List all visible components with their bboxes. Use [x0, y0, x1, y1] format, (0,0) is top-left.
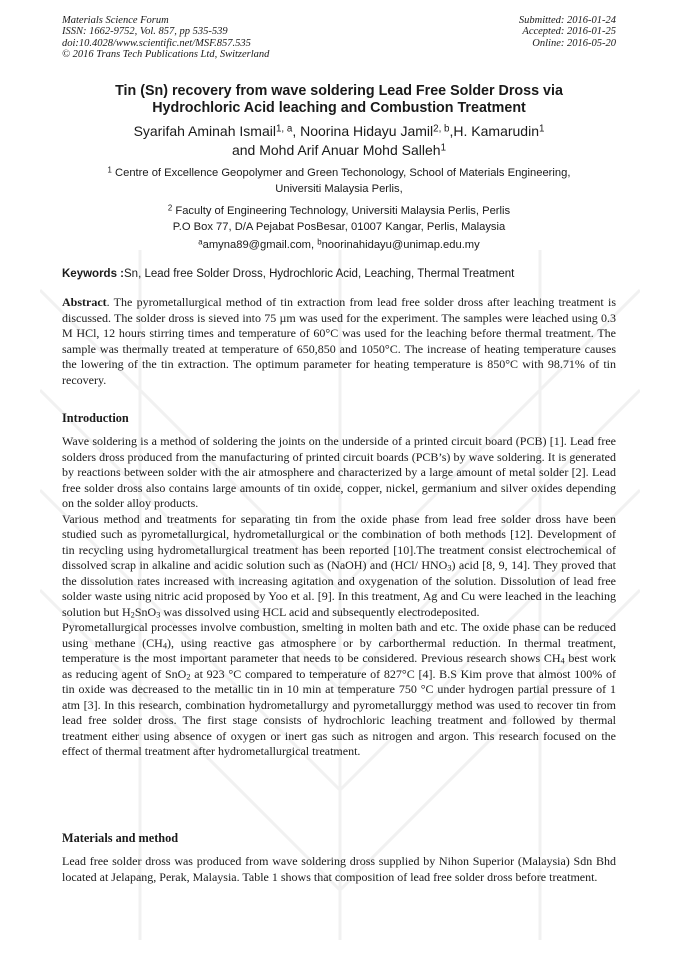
paper-title: [62, 83, 616, 117]
publication-dates: [519, 15, 616, 49]
abstract: [62, 295, 616, 388]
abstract-text: . The pyrometallurgical method of tin extraction from lead free solder dross after leaching treatment is discussed. The solder dross is sieved into 75 µm was used for the experiment. The samples were leached using 0.3 M HCl, 12 hours stirring times and temperature of 60°C was used for the leaching before thermal treatment. The sample was thermally treated at temperature of 650,850 and 1050°C. The increase of heating temperature causes the lowering of the tin extraction. The optimum parameter for heating temperature is 850°C with 98.71% of tin recovery.: [62, 295, 616, 387]
introduction-heading: Introduction: [62, 411, 129, 425]
author-name: Noorina Hidayu Jamil: [300, 123, 434, 139]
author-name: Syarifah Aminah Ismail: [133, 123, 276, 139]
copyright-line: © 2016 Trans Tech Publications Ltd, Switzerland: [62, 48, 270, 60]
email-b: noorinahidayu@unimap.edu.my: [321, 239, 480, 251]
journal-name: Materials Science Forum: [62, 15, 169, 26]
author-affil-marker: 1: [440, 142, 447, 154]
intro-paragraph-3: Pyrometallurgical processes involve combustion, smelting in molten bath and etc. The oxide phase can be reduced using methane $(CH_4)$, using reactive gas atmosphere or by carborthermal reduction. In thermal treatment, temperature is the most important parameter that needs to be considered. Previous research shows $CH_4$ best work as reducing agent of SnO$_2$ at 923 °C compared to temperature of 827°C [4]. B.S Kim prove that almost 100% of tin oxide was decreased to the metallic tin in 10 min at temperature 750 °C under hydrogen partial pressure of 1 atm [3]. In this research, combination hydrometallurgy and pyrometallurggy method was used to recover tin from lead free solder dross. The first stage consists of hydrochloric leaching treatment and followed by thermal treatment either using absence of oxygen or inert gas such as nitrogen and argon. This research focused on the effect of thermal treatment after hydrometallurgical treatment.: [62, 620, 617, 758]
affil-line: Centre of Excellence Geopolymer and Green Techonology, School of Materials Engineering,: [115, 167, 571, 179]
author-name: H. Kamarudin: [453, 123, 539, 139]
abstract-label: Abstract: [62, 295, 107, 309]
materials-paragraph-1: Lead free solder dross was produced from wave soldering dross supplied by Nihon Superior (Malaysia) Sdn Bhd located at Jelapang, Perak, Malaysia. Table 1 shows that composition of lead free solder dross before treatment.: [62, 854, 616, 884]
introduction-body: [62, 434, 616, 760]
author-affil-marker: 1: [538, 123, 545, 135]
keywords-label: Keywords :: [62, 268, 124, 280]
affil-line: Universiti Malaysia Perlis,: [275, 182, 403, 195]
online-date: Online: 2016-05-20: [532, 37, 616, 49]
affiliation-2: [62, 204, 616, 235]
journal-info: [62, 15, 269, 60]
materials-heading: Materials and method: [62, 831, 179, 845]
email-a: amyna89@gmail.com,: [202, 239, 315, 251]
affiliation-1: [62, 166, 616, 197]
keywords: [62, 267, 616, 282]
intro-paragraph-1: Wave soldering is a method of soldering the joints on the underside of a printed circuit board (PCB) [1]. Lead free solders dross produced from the manufacturing of printed circuit boards (PCB’s) by wave soldering. It is generated by reactions between solder with the air atmosphere and characterized by a large amount of metal solder [2]. Lead free solder dross also contains large amounts of tin oxide, copper, nickel, germanium and silver oxides depending on the solder alloy products.: [62, 434, 616, 510]
keywords-text: Sn, Lead free Solder Dross, Hydrochloric Acid, Leaching, Thermal Treatment: [124, 268, 515, 280]
affil-line: P.O Box 77, D/A Pejabat PosBesar, 01007 Kangar, Perlis, Malaysia: [172, 220, 506, 233]
submitted-date: Submitted: 2016-01-24: [518, 15, 616, 26]
author-name: and Mohd Arif Anuar Mohd Salleh: [231, 142, 441, 158]
intro-paragraph-2: Various method and treatments for separating tin from the oxide phase from lead free solder dross have been studied such as pyrometallurgical, hydrometallurgical or the combination of both methods [12]. Development of tin recycling using hydrometallurgical treatment has been reported [10].The treatment consist electrochemical of dissolved scrap in alkaline and acidic solution such as (NaOH) and (HCl/ $HNO_3$) acid [8, 9, 14]. They proved that the dissolution rates increased with increasing agitation and oxygenation of the solution. Dissolution of lead free solder waste using nitric acid proposed by Yoo et al. [9]. In this treatment, Ag and Cu were leached in the leaching solution but $H_2SnO_3$ was dissolved using HCL acid and subsequently electrodeposited.: [62, 511, 617, 620]
title-line-2: Hydrochloric Acid leaching and Combustion Treatment: [152, 100, 526, 116]
author-emails: [62, 238, 616, 254]
email-marker: a: [198, 237, 203, 247]
author-affil-marker: 2, b: [433, 123, 450, 135]
affil-marker: 2: [167, 203, 173, 213]
doi-line: doi:10.4028/www.scientific.net/MSF.857.535: [62, 37, 251, 49]
accepted-date: Accepted: 2016-01-25: [522, 26, 616, 38]
author-list: Syarifah Aminah Ismail$^{1, a}$, Noorina Hidayu Jamil$^{2, b}$,H. Kamarudin$^1$ and Mohd Arif Anuar Mohd Salleh$^1$: [133, 123, 545, 158]
title-line-1: Tin (Sn) recovery from wave soldering Lead Free Solder Dross via: [115, 83, 563, 99]
issn-line: ISSN: 1662-9752, Vol. 857, pp 535-539: [62, 26, 228, 38]
affil-marker: 1: [107, 165, 112, 175]
affil-line: Faculty of Engineering Technology, Universiti Malaysia Perlis, Perlis: [175, 205, 511, 217]
author-affil-marker: 1, a: [275, 123, 293, 135]
email-marker: b: [317, 237, 322, 247]
